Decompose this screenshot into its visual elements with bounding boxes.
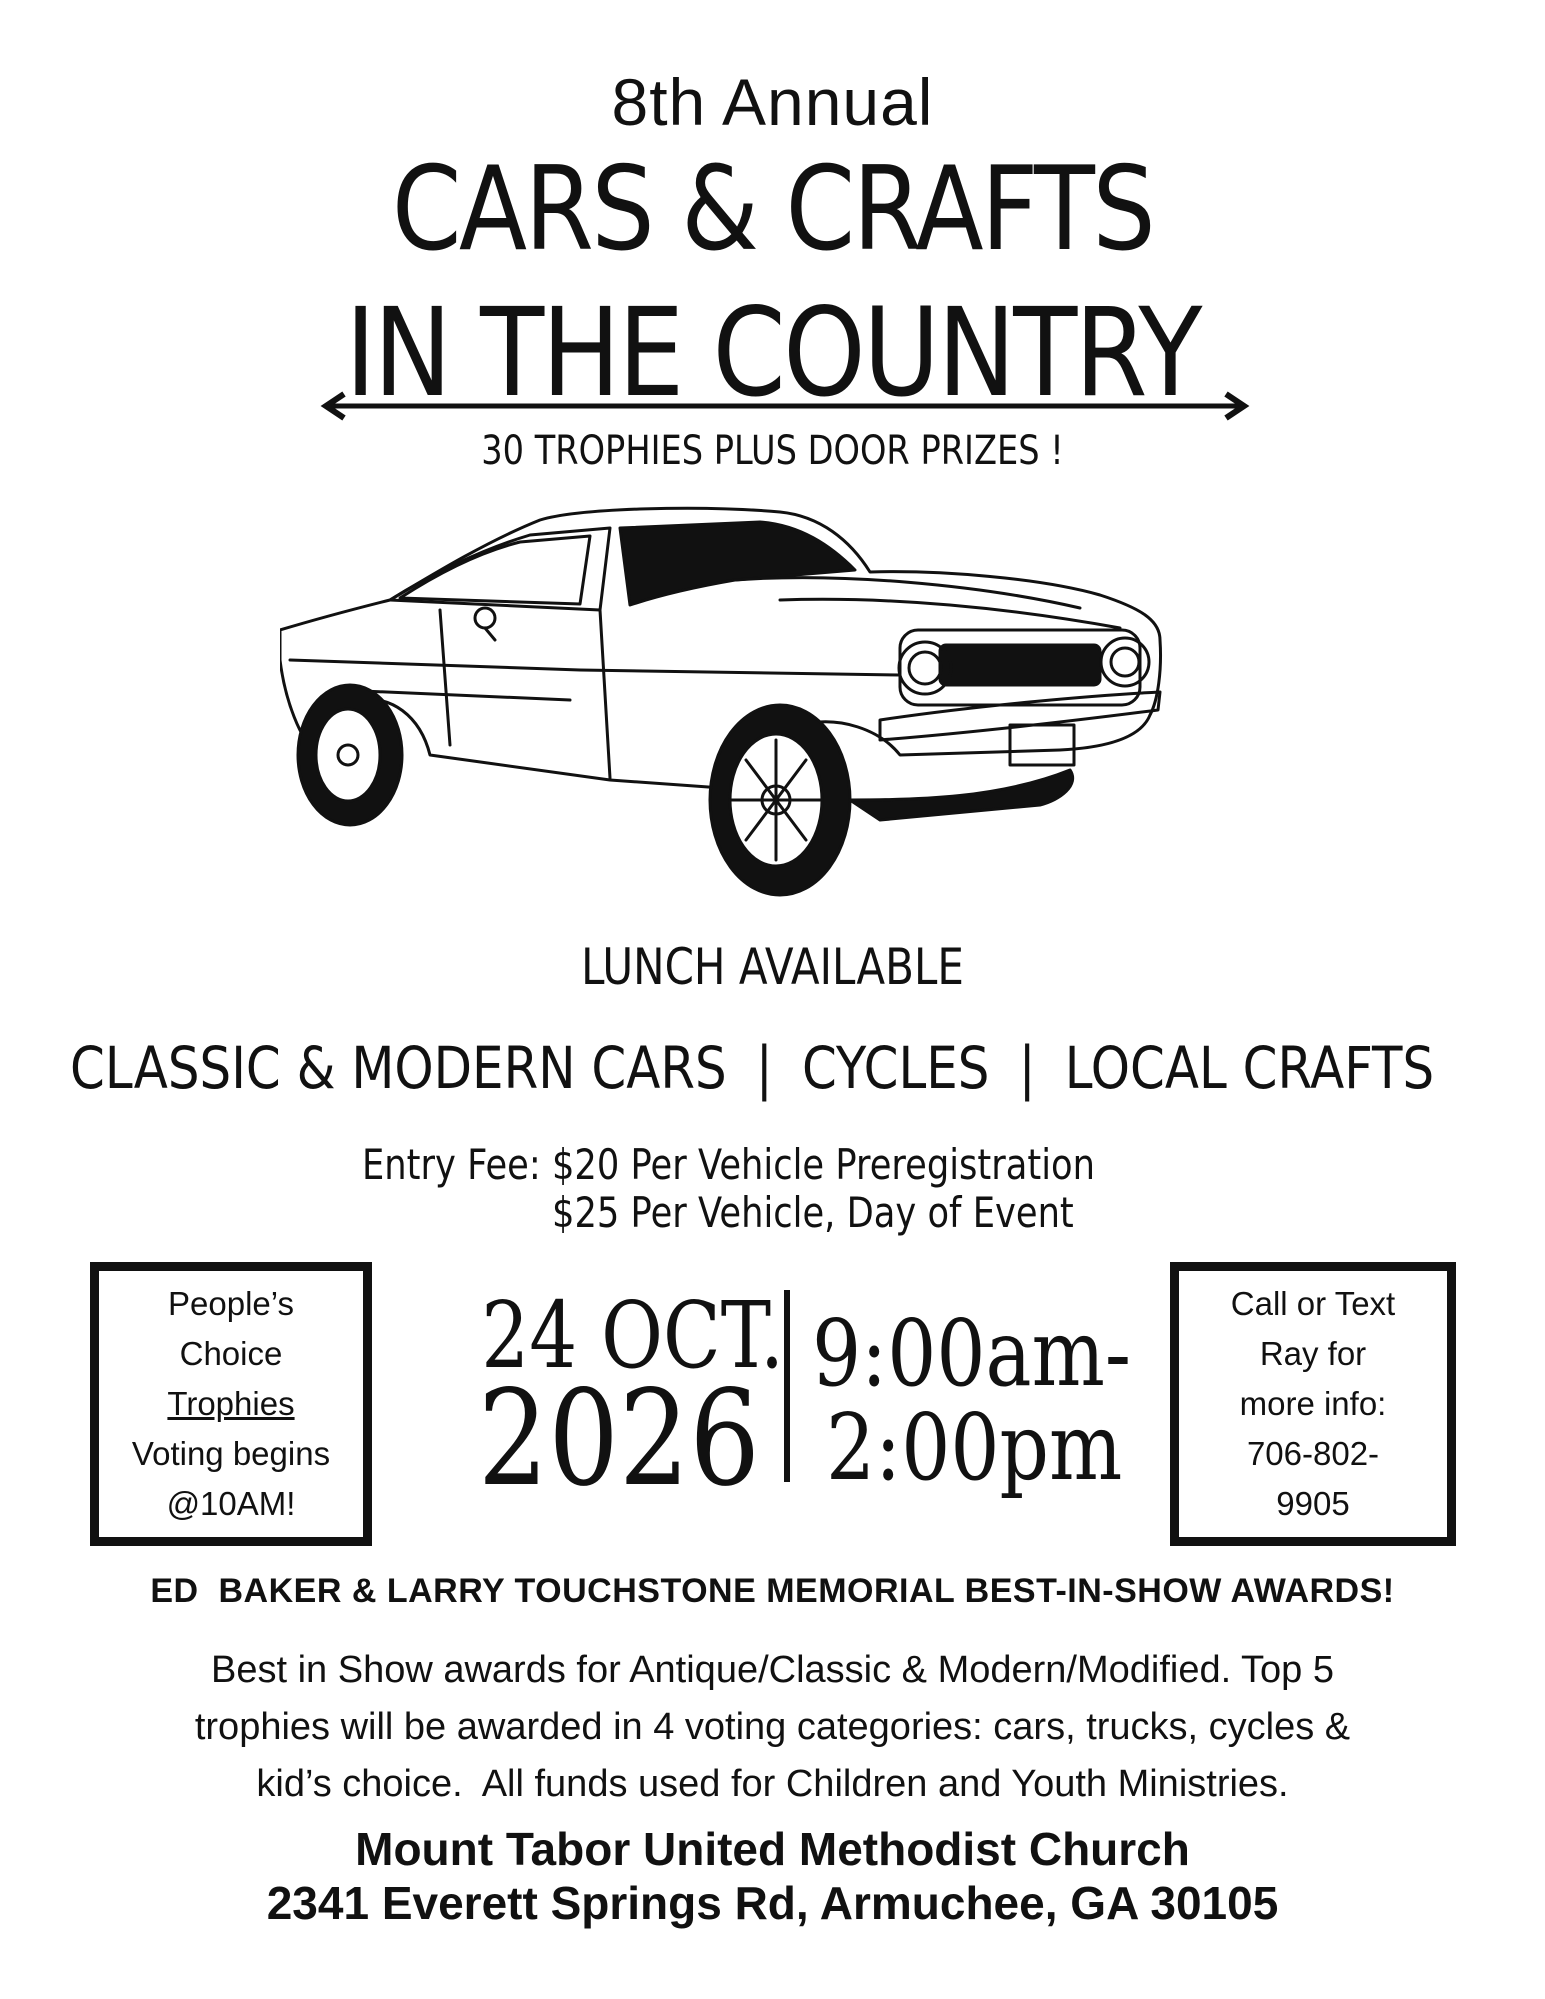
memorial-awards-heading: ED BAKER & LARRY TOUCHSTONE MEMORIAL BEST-IN-SHOW AWARDS! xyxy=(150,1572,1395,1610)
event-date-year: 2026 xyxy=(477,1362,760,1516)
venue-name: Mount Tabor United Methodist Church xyxy=(355,1823,1190,1875)
event-date-day: 24 OCT. xyxy=(481,1282,784,1389)
peoples-choice-line-1: People’s xyxy=(168,1285,294,1322)
contact-line-2: Ray for xyxy=(1259,1335,1367,1372)
description-line-3: kid’s choice. All funds used for Children and Youth Ministries. xyxy=(256,1763,1289,1805)
feature-cars: CLASSIC & MODERN CARS xyxy=(70,1034,727,1102)
venue-address: 2341 Everett Springs Rd, Armuchee, GA 30105 xyxy=(266,1877,1279,1929)
trophies-banner: 30 TROPHIES PLUS DOOR PRIZES ! xyxy=(481,428,1064,474)
awards-description xyxy=(80,1642,1465,1813)
peoples-choice-line-2: Choice xyxy=(179,1335,283,1372)
contact-line-1: Call or Text xyxy=(1230,1285,1396,1322)
contact-box xyxy=(1170,1262,1456,1546)
event-start-time: 9:00am- xyxy=(812,1300,1132,1407)
feature-cycles: CYCLES xyxy=(801,1034,990,1102)
contact-line-3: more info: xyxy=(1239,1385,1387,1422)
contact-line-5: 9905 xyxy=(1276,1485,1350,1522)
double-arrow-divider xyxy=(320,388,1250,424)
feature-separator: | xyxy=(1018,1034,1036,1102)
event-end-time: 2:00pm xyxy=(826,1394,1123,1501)
entry-fee-day-of-event: $25 Per Vehicle, Day of Event xyxy=(552,1188,1074,1237)
feature-separator: | xyxy=(755,1034,773,1102)
date-time-divider xyxy=(784,1290,790,1482)
peoples-choice-line-4: Voting begins xyxy=(131,1435,331,1472)
description-line-2: trophies will be awarded in 4 voting categories: cars, trucks, cycles & xyxy=(194,1706,1351,1748)
peoples-choice-line-5: @10AM! xyxy=(166,1485,296,1522)
description-line-1: Best in Show awards for Antique/Classic & Modern/Modified. Top 5 xyxy=(211,1649,1334,1691)
contact-line-4: 706-802- xyxy=(1246,1435,1380,1472)
edition-label: 8th Annual xyxy=(611,65,934,139)
classic-muscle-car-icon xyxy=(280,500,1360,920)
peoples-choice-box xyxy=(90,1262,372,1546)
title-line-1: CARS & CRAFTS xyxy=(391,142,1154,277)
peoples-choice-line-3: Trophies xyxy=(167,1385,295,1422)
features-row xyxy=(70,1034,1435,1102)
title-line-2: IN THE COUNTRY xyxy=(345,282,1200,424)
feature-crafts: LOCAL CRAFTS xyxy=(1064,1034,1435,1102)
entry-fee-preregistration: Entry Fee: $20 Per Vehicle Preregistration xyxy=(362,1140,1095,1189)
lunch-available-label: LUNCH AVAILABLE xyxy=(581,938,964,996)
